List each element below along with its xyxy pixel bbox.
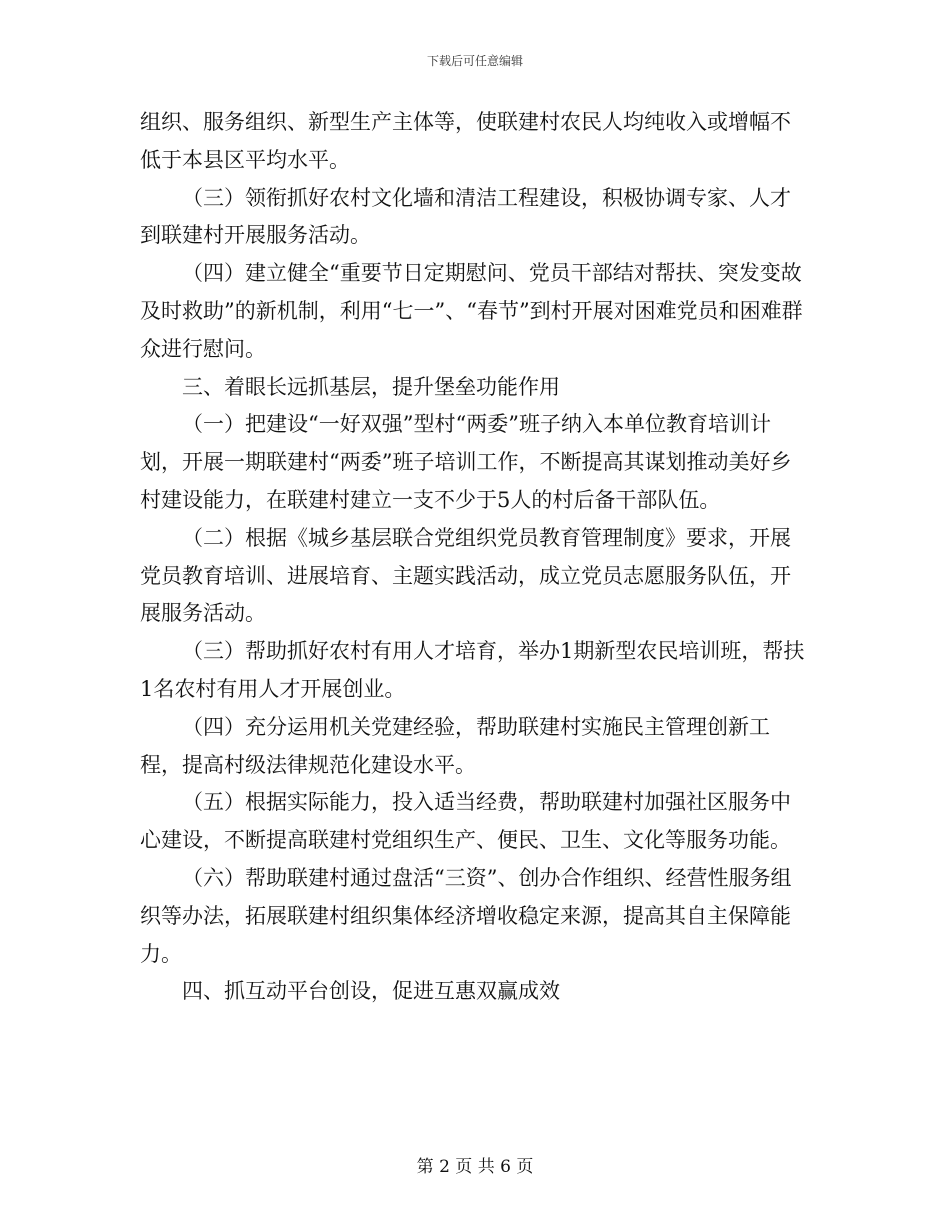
- paragraph: （四）建立健全“重要节日定期慰问、党员干部结对帮扶、突发变故及时救助”的新机制，利用“七一”、“春节”到村开展对困难党员和困难群众进行慰问。: [140, 261, 803, 361]
- paragraph: （四）充分运用机关党建经验，帮助联建村实施民主管理创新工程，提高村级法律规范化建设水平。: [140, 714, 770, 777]
- section-heading: 三、着眼长远抓基层，提升堡垒功能作用: [182, 374, 560, 399]
- paragraph: （五）根据实际能力，投入适当经费，帮助联建村加强社区服务中心建设，不断提高联建村党组织生产、便民、卫生、文化等服务功能。: [140, 790, 791, 853]
- page-footer: 第 2 页 共 6 页: [416, 1157, 534, 1177]
- page-header: 下载后可任意编辑: [426, 54, 523, 68]
- paragraph: （二）根据《城乡基层联合党组织党员教育管理制度》要求，开展党员教育培训、进展培育、主题实践活动，成立党员志愿服务队伍，开展服务活动。: [140, 525, 791, 626]
- paragraph: （三）帮助抓好农村有用人才培育，举办1期新型农民培训班，帮扶1名农村有用人才开展创业。: [140, 639, 805, 701]
- paragraph: 组织、服务组织、新型生产主体等，使联建村农民人均纯收入或增幅不低于本县区平均水平。: [140, 110, 791, 172]
- paragraph: （一）把建设“一好双强”型村“两委”班子纳入本单位教育培训计划，开展一期联建村“两委”班子培训工作，不断提高其谋划推动美好乡村建设能力，在联建村建立一支不少于5人的村后备干部队伍。: [140, 412, 792, 512]
- section-heading: 四、抓互动平台创设，促进互惠双赢成效: [182, 979, 560, 1004]
- paragraph: （三）领衔抓好农村文化墙和清洁工程建设，积极协调专家、人才到联建村开展服务活动。: [140, 185, 791, 248]
- document-body: [140, 104, 810, 1011]
- paragraph: （六）帮助联建村通过盘活“三资”、创办合作组织、经营性服务组织等办法，拓展联建村组织集体经济增收稳定来源，提高其自主保障能力。: [140, 865, 792, 966]
